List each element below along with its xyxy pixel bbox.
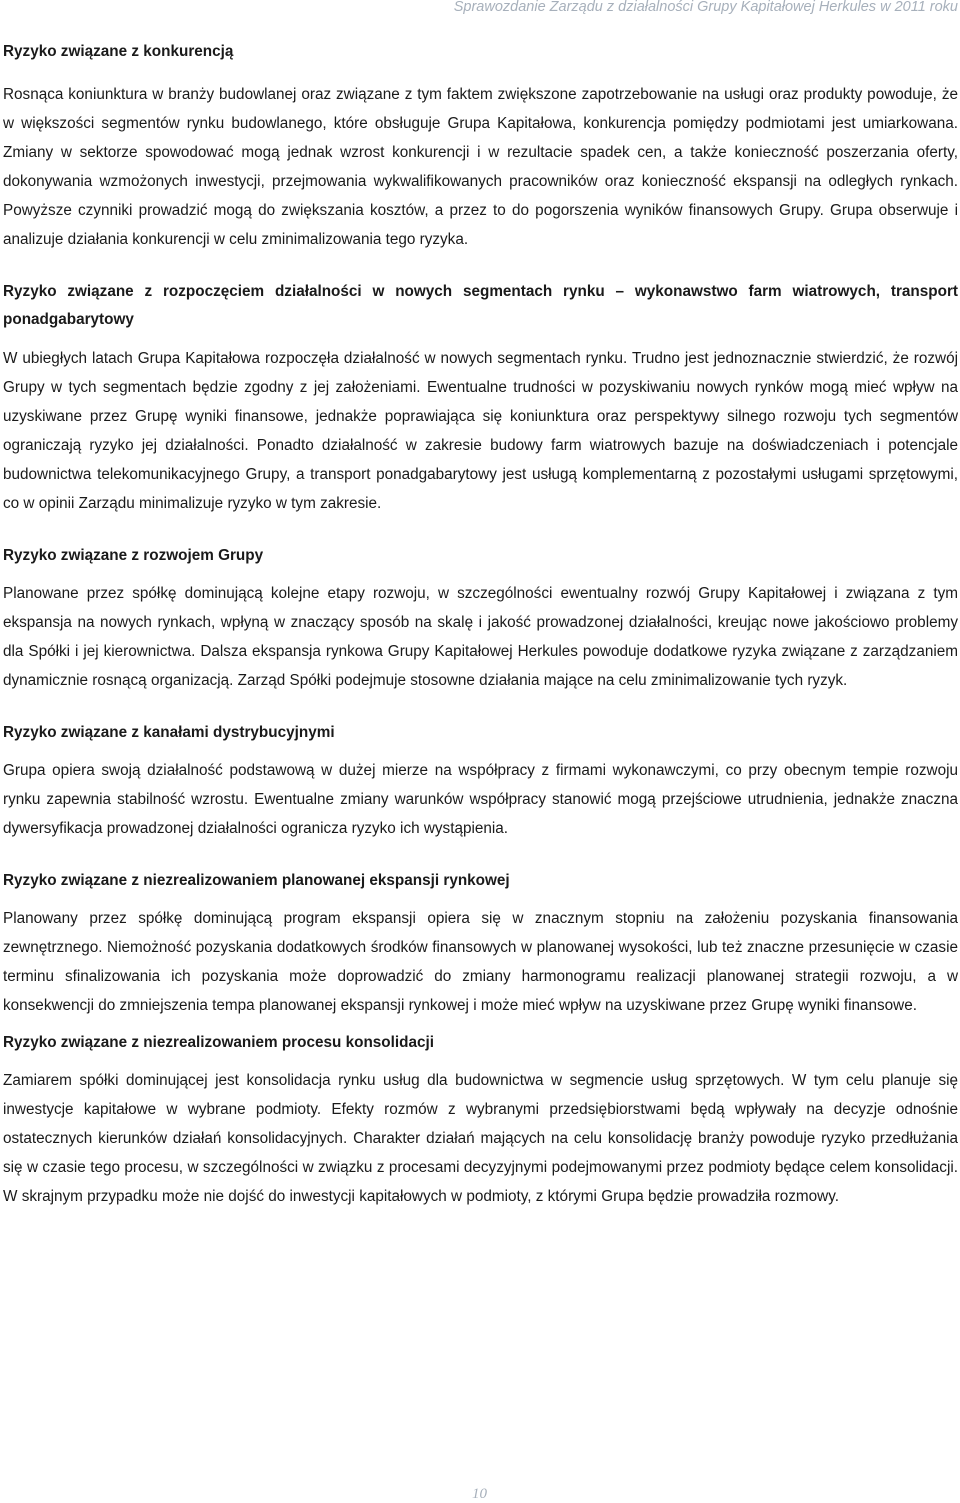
- section-heading: Ryzyko związane z niezrealizowaniem planowanej ekspansji rynkowej: [3, 872, 510, 889]
- section-group-growth-risk: [3, 542, 958, 695]
- section-paragraph: W ubiegłych latach Grupa Kapitałowa rozpoczęła działalność w nowych segmentach rynku. Trudno jest jednoznacznie stwierdzić, że rozwój Grupy w tych segmentach będzie zgodny z jej założeniami. Ewentualne trudności w pozyskiwaniu nowych rynków mogą mieć wpływ na uzyskiwane przez Grupę wyniki finansowe, jednakże poprawiająca się koniunktura oraz perspektywy silnego rozwoju tych segmentów ograniczają ryzyko jej działalności. Ponadto działalność w zakresie budowy farm wiatrowych bazuje na doświadczeniach i potencjale budownictwa telekomunikacyjnego Grupy, a transport ponadgabarytowy jest usługą komplementarną z pozostałymi usługami sprzętowymi, co w opinii Zarządu minimalizuje ryzyko w tym zakresie.: [3, 350, 958, 512]
- section-heading: Ryzyko związane z konkurencją: [3, 43, 234, 60]
- document-body: [3, 38, 958, 1211]
- section-heading: Ryzyko związane z rozpoczęciem działalności w nowych segmentach rynku – wykonawstwo farm wiatrowych, transport ponadgabarytowy: [3, 283, 958, 328]
- section-paragraph: Planowane przez spółkę dominującą kolejne etapy rozwoju, w szczególności ewentualny rozwój Grupy Kapitałowej i związana z tym ekspansja na nowych rynkach, wpłyną w znaczący sposób na skalę i jakość prowadzonej działalności, kreując nowe jakościowo problemy dla Spółki i jej kierownictwa. Dalsza ekspansja rynkowa Grupy Kapitałowej Herkules powoduje dodatkowe ryzyka związane z zarządzaniem dynamicznie rosnącą organizacją. Zarząd Spółki podejmuje stosowne działania mające na celu zminimalizowanie tych ryzyk.: [3, 585, 958, 689]
- section-paragraph: Zamiarem spółki dominującej jest konsolidacja rynku usług dla budownictwa w segmencie usług sprzętowych. W tym celu planuje się inwestycje kapitałowe w wybrane podmioty. Efekty rozmów z wybranymi przedsiębiorstwami będą wpływały na decyzje odnośnie ostatecznych kierunków działań konsolidacyjnych. Charakter działań mających na celu konsolidację branży powoduje ryzyko przedłużania się w czasie tego procesu, w szczególności w związku z procesami decyzyjnymi podejmowanymi przez podmioty będące celem konsolidacji. W skrajnym przypadku może nie dojść do inwestycji kapitałowych w podmioty, z którymi Grupa będzie prowadziła rozmowy.: [3, 1072, 958, 1205]
- running-header: Sprawozdanie Zarządu z działalności Grupy Kapitałowej Herkules w 2011 roku: [453, 0, 958, 15]
- section-paragraph: Grupa opiera swoją działalność podstawową w dużej mierze na współpracy z firmami wykonawczymi, co przy obecnym tempie rozwoju rynku zapewnia stabilność wzrostu. Ewentualne zmiany warunków współpracy stanowić mogą przejściowe utrudnienia, jednakże znaczna dywersyfikacja prowadzonej działalności ogranicza ryzyko ich wystąpienia.: [3, 762, 958, 837]
- section-new-segments-risk: [3, 278, 958, 518]
- page-number: 10: [472, 1486, 487, 1502]
- section-heading: Ryzyko związane z rozwojem Grupy: [3, 547, 264, 564]
- section-heading: Ryzyko związane z kanałami dystrybucyjnymi: [3, 724, 335, 741]
- section-heading: Ryzyko związane z niezrealizowaniem procesu konsolidacji: [3, 1034, 435, 1051]
- section-consolidation-risk: [3, 1029, 958, 1211]
- section-distribution-channels-risk: [3, 719, 958, 843]
- section-paragraph: Rosnąca koniunktura w branży budowlanej oraz związane z tym faktem zwiększone zapotrzebowanie na usługi oraz produkty powoduje, że w większości segmentów rynku budowlanego, które obsługuje Grupa Kapitałowa, konkurencja pomiędzy podmiotami jest umiarkowana. Zmiany w sektorze spowodować mogą jednak wzrost konkurencji i w rezultacie spadek cen, a także konieczność poszerzania oferty, dokonywania wzmożonych inwestycji, przejmowania wykwalifikowanych pracowników oraz konieczność ekspansji na odległych rynkach. Powyższe czynniki prowadzić mogą do zwiększania kosztów, a przez to do pogorszenia wyników finansowych Grupy. Grupa obserwuje i analizuje działania konkurencji w celu zminimalizowania tego ryzyka.: [3, 86, 958, 248]
- section-competition-risk: [3, 38, 958, 254]
- section-paragraph: Planowany przez spółkę dominującą program ekspansji opiera się w znacznym stopniu na założeniu pozyskania finansowania zewnętrznego. Niemożność pozyskania dodatkowych środków finansowych w planowanej wysokości, lub też znaczne przesunięcie w czasie terminu sfinalizowania ich pozyskania może doprowadzić do zmiany harmonogramu realizacji planowanej strategii rozwoju, a w konsekwencji do zmniejszenia tempa planowanej ekspansji rynkowej i może mieć wpływ na uzyskiwane przez Grupę wyniki finansowe.: [3, 910, 958, 1014]
- section-expansion-risk: [3, 867, 958, 1020]
